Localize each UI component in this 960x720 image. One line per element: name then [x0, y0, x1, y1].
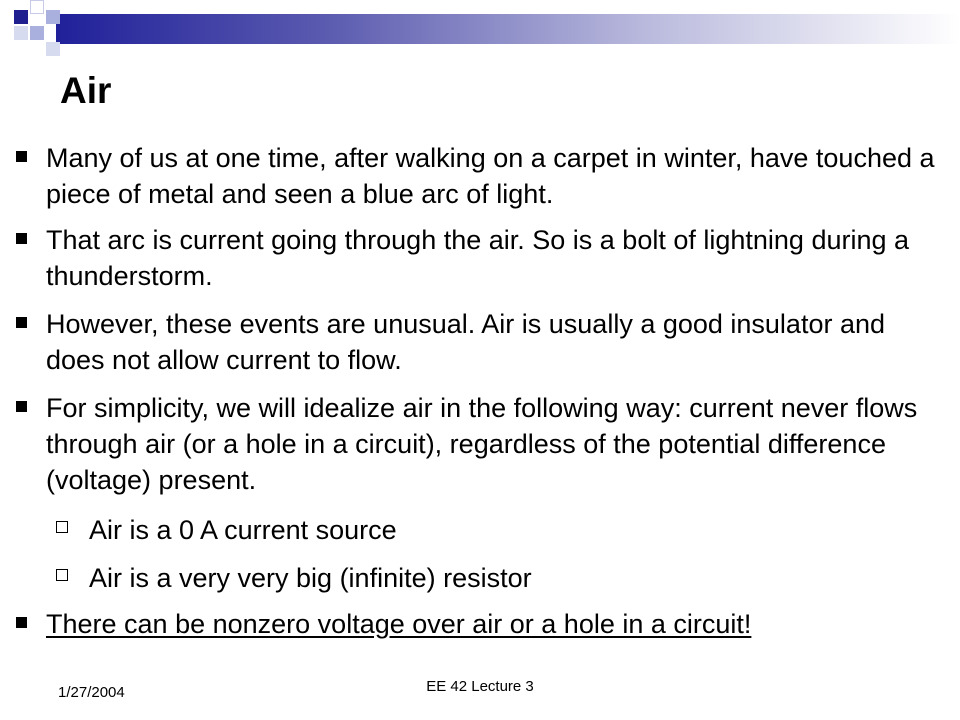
footer-lecture: EE 42 Lecture 3 — [426, 678, 534, 695]
bullet-square-icon — [16, 151, 27, 162]
deco-square — [46, 42, 60, 56]
bullet-text: For simplicity, we will idealize air in the following way: current never flows through air (or a hole in a circuit), regardless of the potential difference (voltage) present. — [46, 393, 918, 495]
header-gradient-bar — [56, 14, 960, 44]
sub-bullet-text: Air is a 0 A current source — [89, 515, 397, 545]
deco-square — [14, 26, 28, 40]
hollow-square-bullet-icon — [56, 569, 68, 581]
slide-title: Air — [60, 70, 112, 111]
footer-date: 1/27/2004 — [58, 684, 125, 701]
bullet-text: That arc is current going through the air. So is a bolt of lightning during a thunderstorm. — [46, 225, 910, 291]
deco-square — [30, 26, 44, 40]
bullet-square-icon — [16, 401, 27, 412]
deco-square — [14, 10, 28, 24]
sub-bullet-text: Air is a very very big (infinite) resistor — [89, 563, 532, 593]
bullet-text: However, these events are unusual. Air is usually a good insulator and does not allow current to flow. — [46, 309, 886, 375]
deco-square — [46, 10, 60, 24]
deco-square — [30, 0, 44, 14]
header-decoration — [0, 0, 960, 60]
bullet-square-icon — [16, 233, 27, 244]
bullet-text: Many of us at one time, after walking on a carpet in winter, have touched a piece of metal and seen a blue arc of light. — [46, 143, 935, 209]
bullet-text-underlined: There can be nonzero voltage over air or a hole in a circuit! — [46, 609, 752, 639]
hollow-square-bullet-icon — [56, 521, 68, 533]
bullet-square-icon — [16, 317, 27, 328]
bullet-square-icon — [16, 617, 27, 628]
